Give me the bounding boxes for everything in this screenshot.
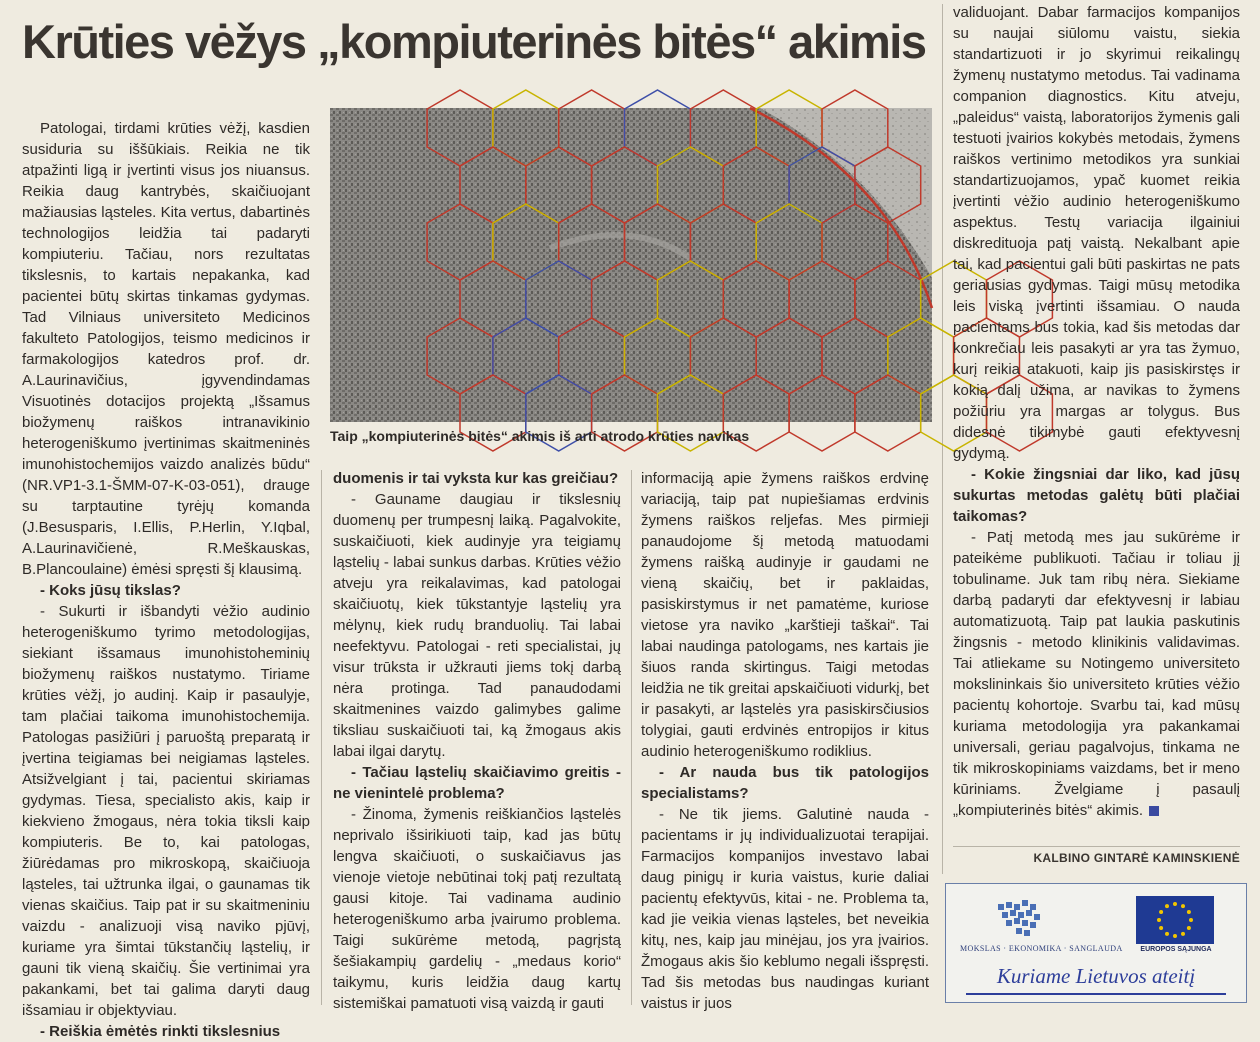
column-divider [942, 4, 943, 874]
article-column-4 [953, 2, 1240, 852]
eu-star [1165, 932, 1169, 936]
eu-flag [1136, 896, 1214, 944]
eu-star [1173, 902, 1177, 906]
paragraph: - Patį metodą mes jau sukūrėme ir pateikėme publikuoti. Tačiau ir toliau jį tobuliname. Juk tam ribų nėra. Siekiame darbą padaryti dar efektyvesnį ir labiau automatizuotą. Taip pat laukia paskutinis žingsnis - metodo klinikinis validavimas. Tai atliekame su Notingemo universiteto mokslininkais šio universiteto krūties vėžio pacientų kohortoje. Svarbu tai, kad mūsų kuriama metodologija yra pakankamai universali, geriau pagalvojus, tinkama ne tik mikroskopiniams vaizdams, bet ir meno kūriniams. Žvelgiame į pasaulį „kompiuterinės bitės“ akimis. [953, 529, 1240, 819]
slogan-underline [966, 993, 1226, 995]
eu-star [1181, 932, 1185, 936]
eu-label: EUROPOS SĄJUNGA [1140, 946, 1212, 953]
ad-tagline: MOKSLAS · EKONOMIKA · SANGLAUDA [960, 944, 1123, 953]
paragraph: - Sukurti ir išbandyti vėžio audinio heterogeniškumo tyrimo metodologijas, siekiant išsamaus imunohistoheminių biožymenų raiškos nustatymo. Tiriame krūties vėžį, jo audinį. Kaip ir pasaulyje, tam plačiai taikoma imunohistochemija. Patologas pasižiūri į paruoštą preparatą ir įvertina teigiamas bei neigiamas ląsteles. Atsižvelgiant į tai, pacientui skiriamas gydymas. Tiesa, specialisto akis, kaip ir kiekvieno žmogaus, nėra tokia tiksli kaip kompiuteris. Be to, kai patologas, žiūrėdamas pro mikroskopą, skaičiuoja ląsteles, tai užtrunka ilgai, o gaunamas tik vienas skaičius. Taip pat ir su skaitmeniniu vaizdu - analizuoji visą naviko pjūvį, kuriame yra šimtai tūkstančių ląstelių, ir gauni tik vieną skaičių. Šie vertinimai yra pakankami, bet tai galima daryti daug išsamiau ir objektyviau. [22, 603, 310, 1019]
paragraph: Patologai, tirdami krūties vėžį, kasdien susiduria su iššūkiais. Reikia ne tik atpažinti ligą ir įvertinti visus jos niuansus. Reikia daug kantrybės, skaičiuojant mažiausias ląsteles. Kita vertus, dabartinės technologijos leidžia tai padaryti kompiuteriu. Tačiau, nors rezultatas tikslesnis, to kartais nepakanka, kad pacientei būtų skirtas tinkamas gydymas. Tad Vilniaus universiteto Medicinos fakulteto Patologijos, teismo medicinos ir farmakologijos katedros prof. dr. A.Laurinavičius, įgyvendindamas Visuotinės dotacijos projektą „Išsamus biožymenų raiškos intranavikinio heterogeniškumo įvertinimas skaitmeninės imunohistochemijos vaizdo analizės būdu“ (NR.VP1-3.1-ŠMM-07-K-03-051), drauge su tarptautine tyrėjų komanda (J.Besusparis, I.Ellis, P.Herlin, Y.Iqbal, A.Laurinavičienė, R.Meškauskas, B.Plancoulaine) ėmėsi spręsti šį klausimą. [22, 120, 310, 578]
paragraph: - Gauname daugiau ir tikslesnių duomenų per trumpesnį laiką. Pagalvokite, suskaičiuoti, kiek audinyje yra teigiamų ląstelių - labai sunkus darbas. Krūties vėžio atveju yra reikalavimas, kad patologai skaičiuotų, kiek tūkstantyje ląstelių yra mėlynų, kiek rudų branduolių. Tai labai neefektyvu. Patologai - reti specialistai, jų visur trūksta ir užkrauti jiems tokį darbą nėra protinga. Tad panaudodami skaitmenines vaizdo galimybes galime tiksliau suskaičiuoti tai, ką žmogaus akis labai ilgai darytų. [333, 491, 621, 760]
article-column-2 [333, 468, 621, 1012]
column-divider [631, 470, 632, 1005]
article-column-3 [641, 468, 929, 1012]
paragraph: informaciją apie žymens raiškos erdvinę variaciją, taip pat nupiešiamas erdvinis žymens raiškos reljefas. Mes pirmieji panaudojome šį metodą matuodami žymens raišką audinyje ir gaudami ne vieną skaičių, bet ir paklaidas, pasiskirstymus ir net pamatėme, kuriose vietose yra naviko „karštieji taškai“. Tai labai naudinga patologams, nes kartais jie šiuos randa skirtingus. Taigi metodas leidžia ne tik greitai apskaičiuoti vidurkį, bet ir pasakyti, ar ląstelės yra pasiskirsčiusios tolygiai, gauti erdvinės entropijos ir kitus audinio heterogeniškumo rodiklius. [641, 470, 929, 760]
column-divider [321, 470, 322, 1005]
slogan: Kuriame Lietuvos ateitį [996, 964, 1196, 988]
end-mark-icon [1149, 806, 1159, 816]
eu-star [1181, 904, 1185, 908]
eu-star [1159, 926, 1163, 930]
paragraph: validuojant. Dabar farmacijos kompanijos su naujai siūlomu vaistu, siekia standartizuoti ir jo skyrimui reikalingų žymenų nustatymo metodus. Tai vadinama companion diagnostics. Kitu atveju, „paleidus“ vaistą, laboratorijos žymenis gali testuoti įvairios kokybės metodais, žymens raiškos vertinimo metodikos yra sunkiai standartizuojamos, ypač kuomet reikia įvertinti vėžio audinio heterogeniškumo aspektus. Testų variacija ilgainiui diskredituoja patį vaistą. Nekalbant apie tai, kad pacientui gali būti paskirtas ne pats geriausias gydymas. Taigi mūsų metodika leis viską įvertinti išsamiau. O nauda pacientams bus tokia, kad šis metodas dar konkrečiau leis pasakyti ar yra tas žymuo, kurį reikia atakuoti, kaip jis pasiskirstęs ir kokią dalį užima, ar navikas to žymens požiūriu yra margas ar tolygus. Bus didesnė tikimybė gauti efektyvesnį gydymą. [953, 4, 1240, 462]
byline: KALBINO GINTARĖ KAMINSKIENĖ [1033, 851, 1240, 865]
eu-star [1159, 910, 1163, 914]
tissue-image [330, 108, 932, 422]
eu-star [1189, 918, 1193, 922]
eu-star [1187, 926, 1191, 930]
article-column-1 [22, 118, 310, 1040]
lithuania-map-logo [994, 898, 1054, 942]
eu-star [1173, 934, 1177, 938]
eu-star [1165, 904, 1169, 908]
question: - Kokie žingsniai dar liko, kad jūsų sukurtas metodas galėtų būti plačiai taikomas? [953, 466, 1240, 525]
paragraph: - Ne tik jiems. Galutinė nauda - pacientams ir jų individualizuotai terapijai. Farmacijos kompanijos investavo labai daug pinigų ir kuria vaistus, kurie daliai pacientų efektyvūs, kitai - ne. Problema ta, kad jie veikia vienas ląsteles, bet neveikia kitų, nes, kaip jau minėjau, jos yra įvairios. Žmogaus akis šio keblumo negali išspręsti. Tad šis metodas bus naudingas kuriant vaistus ir juos [641, 806, 929, 1012]
question: duomenis ir tai vyksta kur kas greičiau? [333, 470, 619, 487]
eu-stars-icon [1136, 896, 1214, 944]
eu-funding-banner [945, 883, 1247, 1003]
paragraph: - Žinoma, žymenis reiškiančios ląstelės neprivalo išsirikiuoti taip, kad jas būtų lengva skaičiuoti, o suskaičiavus jas vienoje vietoje nebūtinai tokį patį rezultatą gausi kitoje. Tai vadinama audinio heterogeniškumo arba įvairumo problema. Taigi sukūrėme metodą, pagrįstą šešiakampių gardelių - „medaus korio“ taikymu, kuris leidžia daug kartų sistemiškai pamatuoti visą vaizdą ir gauti [333, 806, 621, 1012]
question: - Reiškia ėmėtės rinkti tikslesnius [40, 1023, 281, 1040]
eu-star [1157, 918, 1161, 922]
photo-caption: Taip „kompiuterinės bitės“ akimis iš arti atrodo krūties navikas [330, 428, 750, 444]
eu-star [1187, 910, 1191, 914]
question: - Ar nauda bus tik patologijos specialistams? [641, 764, 929, 802]
article-photo [330, 108, 932, 422]
headline: Krūties vėžys „kompiuterinės bitės“ akimis [22, 15, 926, 68]
question: - Koks jūsų tikslas? [40, 582, 181, 599]
question: - Tačiau ląstelių skaičiavimo greitis - ne vienintelė problema? [333, 764, 621, 802]
